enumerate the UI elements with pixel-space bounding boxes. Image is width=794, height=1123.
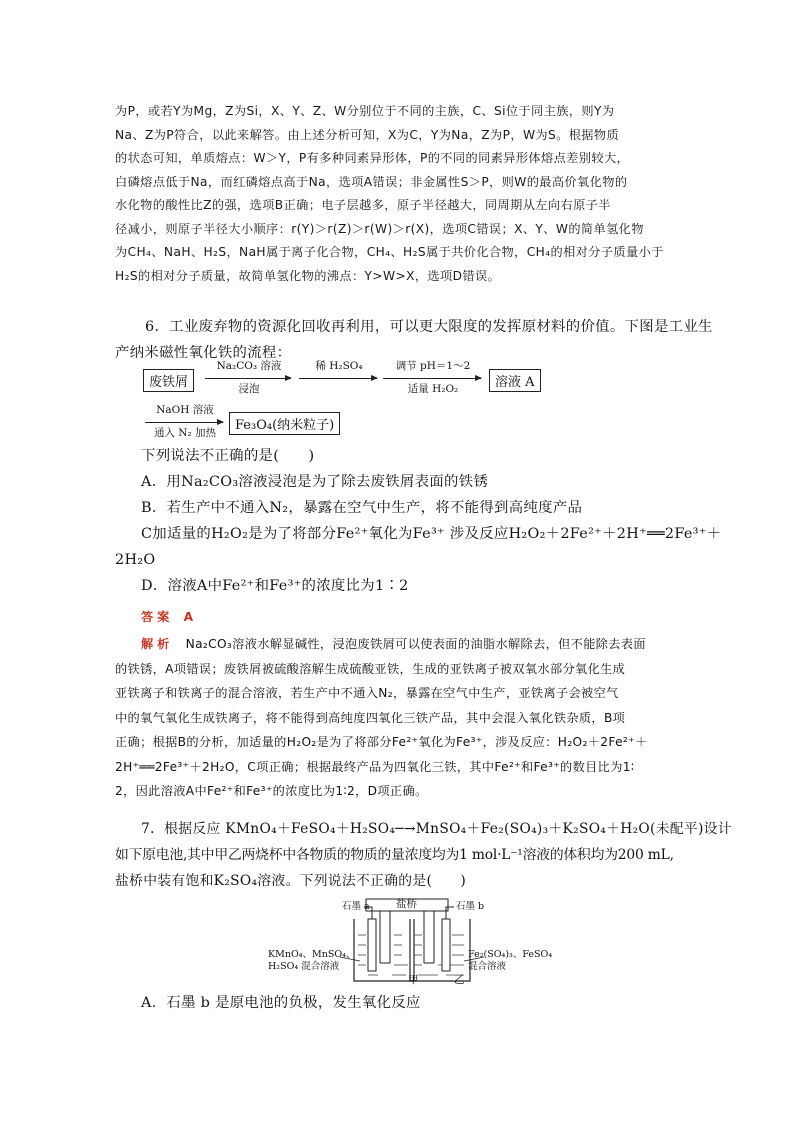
q6-analysis: [115, 632, 647, 804]
process-flow-diagram: [143, 360, 563, 438]
flow-arrow-label: 稀 H₂SO₄: [315, 360, 363, 372]
flow-arrow-label: 调节 pH＝1～2: [395, 360, 471, 372]
flow-arrow: [145, 422, 223, 423]
q6-option-a: A．用Na₂CO₃溶液浸泡是为了除去废铁屑表面的铁锈: [141, 474, 489, 490]
right-solution-label: 混合溶液: [468, 961, 507, 972]
q7-stem-line: 如下原电池,其中甲乙两烧杯中各物质的物质的量浓度均为1 mol·L⁻¹溶液的体积均为200 mL,: [115, 847, 674, 863]
analysis-line: Na₂CO₃溶液水解显碱性，浸泡废铁屑可以使表面的油脂水解除去，但不能除去表面: [185, 637, 646, 651]
flow-box-solution-a: 溶液 A: [489, 369, 541, 392]
question-7-stem: [115, 816, 732, 894]
analysis-label: 解析: [141, 637, 174, 651]
explanation-line: 为P，或若Y为Mg，Z为Si，X、Y、Z、W分别位于不同的主族，C、Si位于同主族，则Y为: [115, 104, 615, 118]
left-solution-label: KMnO₄、MnSO₄、: [268, 949, 356, 960]
explanation-line: H₂S的相对分子质量，故简单氢化物的沸点：Y>W>X，选项D错误。: [115, 268, 501, 283]
answer-value: A: [183, 610, 198, 624]
explanation-line: 为CH₄、NaH、H₂S，NaH属于离子化合物，CH₄、H₂S属于共价化合物，CH₄的相对分子质量小于: [115, 245, 664, 259]
q6-option-c: C加适量的H₂O₂是为了将部分Fe²⁺氧化为Fe³⁺ 涉及反应H₂O₂＋2Fe²⁺＋2H⁺══2Fe³⁺＋: [141, 526, 722, 542]
flow-arrow: [383, 378, 481, 379]
analysis-line: 正确；根据B的分析，加适量的H₂O₂是为了将部分Fe²⁺氧化为Fe³⁺，涉及反应：H₂O₂＋2Fe²⁺＋: [115, 735, 648, 749]
explanation-line: 径减小，则原子半径大小顺序：r(Y)＞r(Z)＞r(W)＞r(X)，选项C错误；X、Y、W的简单氢化物: [115, 221, 644, 236]
answer-label: 答案: [141, 610, 174, 624]
analysis-line: 2，因此溶液A中Fe²⁺和Fe³⁺的浓度比为1∶2，D项正确。: [115, 784, 428, 798]
analysis-line: 2H⁺══2Fe³⁺＋2H₂O，C项正确；根据最终产品为四氧化三铁，其中Fe²⁺和Fe³⁺的数目比为1∶: [115, 759, 635, 774]
q6-stem-line: 6．工业废弃物的资源化回收再利用，可以更大限度的发挥原材料的价值。下图是工业生: [145, 319, 713, 335]
q6-option-d: D．溶液A中Fe²⁺和Fe³⁺的浓度比为1∶2: [141, 578, 409, 594]
flow-arrow: [205, 378, 291, 379]
flow-box-scrap-iron: 废铁屑: [143, 369, 194, 392]
right-solution-label: Fe₂(SO₄)₃、FeSO₄: [468, 949, 553, 960]
q6-prompt: 下列说法不正确的是( ): [141, 448, 315, 464]
right-beaker-label: 乙: [454, 974, 465, 986]
explanation-line: 白磷熔点低于Na，而红磷熔点高于Na，选项A错误；非金属性S＞P，则W的最高价氧化物的: [115, 174, 628, 189]
q6-answer: [141, 605, 197, 630]
left-beaker-label: 甲: [408, 974, 419, 986]
analysis-line: 的铁锈，A项错误；废铁屑被硫酸溶解生成硫酸亚铁，生成的亚铁离子被双氧水部分氧化生成: [115, 661, 626, 676]
q7-stem-line: 盐桥中装有饱和K₂SO₄溶液。下列说法不正确的是( ): [115, 873, 467, 889]
q6-option-b: B．若生产中不通入N₂，暴露在空气中生产，将不能得到高纯度产品: [141, 500, 583, 516]
flow-arrow-label: NaOH 溶液: [156, 404, 214, 416]
right-electrode-label: 石墨 b: [456, 901, 485, 912]
left-solution-label: H₂SO₄ 混合溶液: [268, 961, 340, 972]
explanation-line: Na、Z为P符合，以此来解答。由上述分析可知，X为C，Y为Na，Z为P，W为S。根据物质: [115, 127, 620, 142]
analysis-line: 亚铁离子和铁离子的混合溶液，若生产中不通入N₂，暴露在空气中生产，亚铁离子会被空气: [115, 686, 619, 700]
q7-stem-line: 7．根据反应 KMnO₄＋FeSO₄＋H₂SO₄─→MnSO₄＋Fe₂(SO₄)₃＋K₂SO₄＋H₂O(未配平)设计: [141, 821, 732, 837]
galvanic-cell-diagram: [268, 895, 558, 987]
salt-bridge-label: 盐桥: [396, 898, 417, 910]
q7-option-a: [141, 990, 421, 1016]
left-electrode-label: 石墨 a: [342, 901, 370, 912]
previous-explanation: [115, 100, 664, 288]
flow-arrow-label: 适量 H₂O₂: [407, 383, 459, 395]
explanation-line: 水化物的酸性比Z的强，选项B正确；电子层越多，原子半径越大，同周期从左向右原子半: [115, 198, 611, 212]
q7-option-a-text: A．石墨 b 是原电池的负极，发生氧化反应: [141, 995, 421, 1011]
flow-arrow-label: 浸泡: [238, 383, 260, 395]
q6-stem-line: 产纳米磁性氧化铁的流程：: [115, 345, 292, 361]
flow-arrow-label: Na₂CO₃ 溶液: [216, 360, 282, 372]
flow-arrow: [299, 378, 377, 379]
question-6-options: [115, 443, 721, 599]
flow-box-fe3o4: Fe₃O₄(纳米粒子): [229, 412, 340, 435]
flow-arrow-label: 通入 N₂ 加热: [153, 427, 217, 439]
q6-option-c-cont: 2H₂O: [115, 552, 156, 568]
analysis-line: 中的氧气氧化生成铁离子，将不能得到高纯度四氧化三铁产品，其中会混入氧化铁杂质，B项: [115, 710, 626, 725]
explanation-line: 的状态可知，单质熔点：W＞Y，P有多种同素异形体，P的不同的同素异形体熔点差别较大，: [115, 151, 630, 165]
